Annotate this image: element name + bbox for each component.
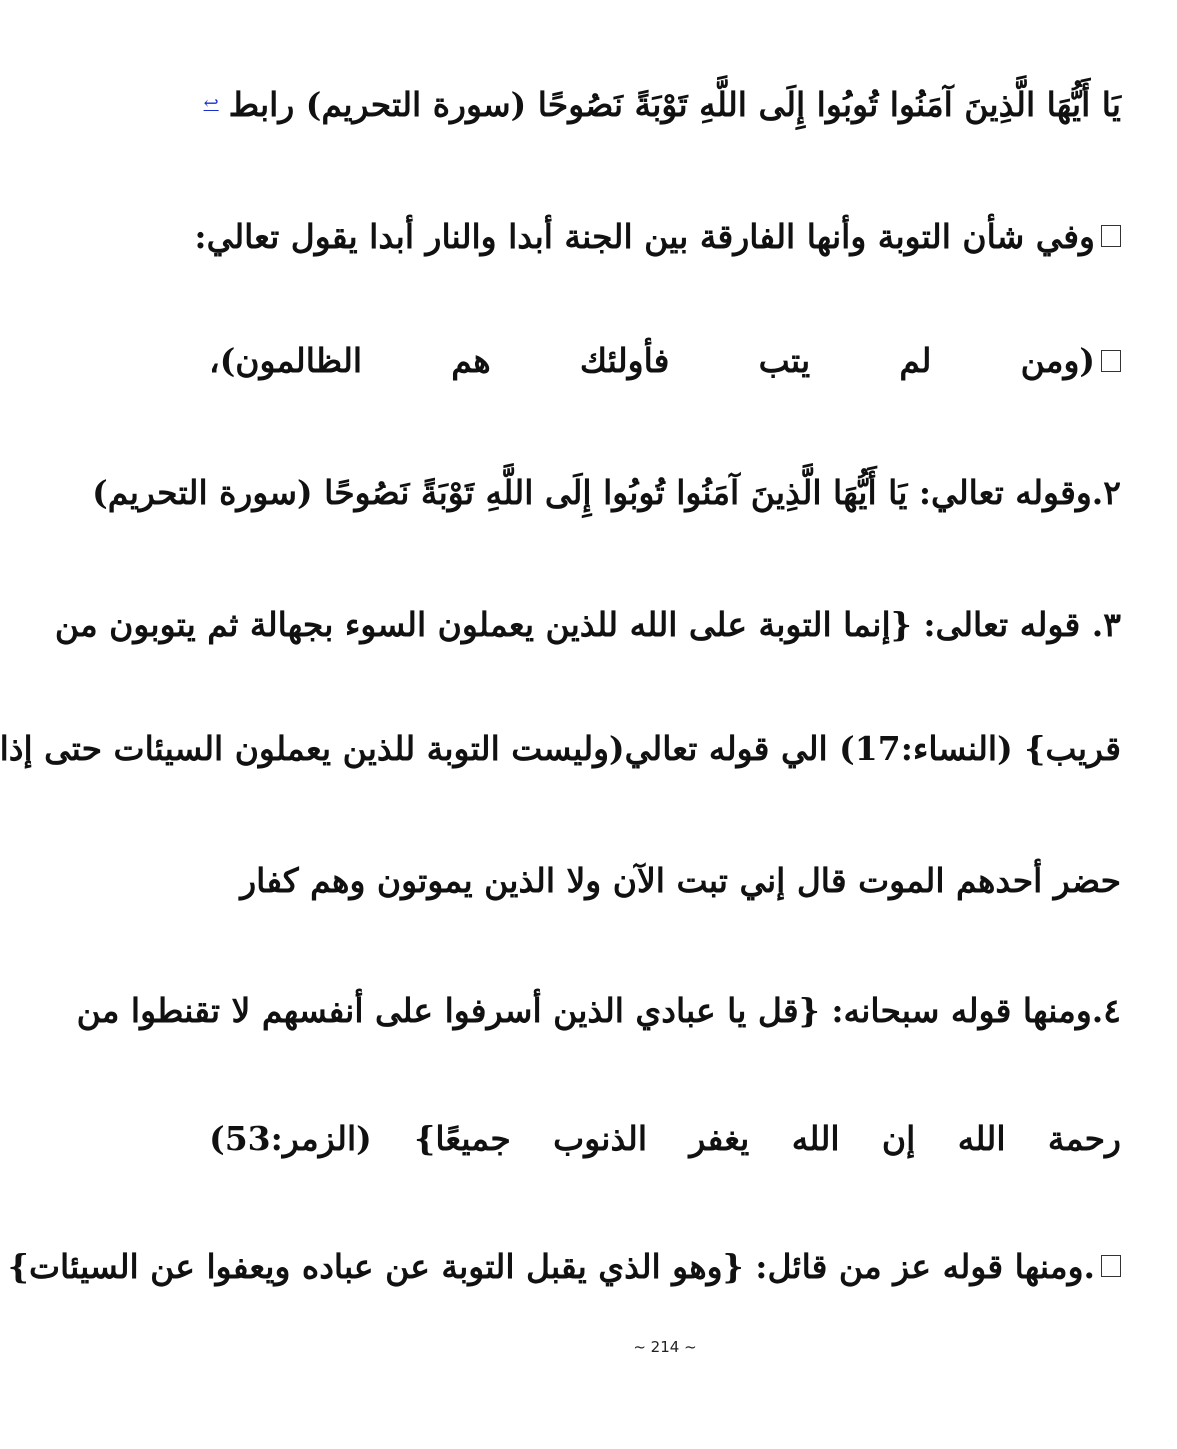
line-8 xyxy=(76,980,1121,1040)
line-3 xyxy=(209,330,1121,390)
paragraph-text: حضر أحدهم الموت قال إني تبت الآن ولا الذين يموتون وهم كفار xyxy=(240,860,1121,900)
verse-word: الله xyxy=(791,1118,840,1158)
verse-reference: (الزمر:53) xyxy=(209,1118,372,1158)
verse-word: الذنوب xyxy=(553,1118,647,1158)
verse-word: (ومن xyxy=(1021,344,1121,377)
numbered-item-3: ٣. قوله تعالى: {إنما التوبة على الله للذين يعملون السوء بجهالة ثم يتوبون من xyxy=(54,604,1121,644)
paragraph-text: وفي شأن التوبة وأنها الفارقة بين الجنة أبدا والنار أبدا يقول تعالي: xyxy=(194,216,1095,256)
missing-glyph-box xyxy=(1101,350,1121,372)
missing-glyph-box xyxy=(1101,225,1121,247)
paragraph-text: .ومنها قوله عز من قائل: {وهو الذي يقبل التوبة عن عباده ويعفوا عن السيئات} xyxy=(7,1246,1095,1286)
line-10 xyxy=(7,1236,1121,1296)
verse-word: فأولئك xyxy=(579,340,670,380)
line-1 xyxy=(203,74,1121,134)
line-5 xyxy=(54,594,1121,654)
line-4 xyxy=(92,462,1121,522)
verse-word: هم xyxy=(451,340,491,380)
numbered-item-4: ٤.ومنها قوله سبحانه: {قل يا عبادي الذين أسرفوا على أنفسهم لا تقنطوا من xyxy=(76,990,1121,1030)
quran-verse-text: يَا أَيُّهَا الَّذِينَ آمَنُوا تُوبُوا إِلَى اللَّهِ تَوْبَةً نَصُوحًا (سورة التحريم) رابط xyxy=(228,84,1121,124)
paragraph-text: قريب} (النساء:17) الي قوله تعالي(وليست التوبة للذين يعملون السيئات حتى إذا xyxy=(0,728,1121,768)
verse-word: لم xyxy=(899,340,932,380)
verse-word: الظالمون)، xyxy=(209,340,363,380)
back-link-icon[interactable]: ↩ xyxy=(203,93,219,114)
missing-glyph-box xyxy=(1101,1255,1121,1277)
numbered-item-2: ٢.وقوله تعالي: يَا أَيُّهَا الَّذِينَ آمَنُوا تُوبُوا إِلَى اللَّهِ تَوْبَةً نَصُوحًا (سورة التحريم) xyxy=(92,472,1121,512)
line-9 xyxy=(209,1108,1121,1168)
verse-word: يتب xyxy=(758,340,811,380)
verse-word: إن xyxy=(881,1118,916,1158)
verse-word: الله xyxy=(957,1118,1006,1158)
verse-word: يغفر xyxy=(689,1118,750,1158)
page-number: ~ 214 ~ xyxy=(633,1338,697,1356)
line-2 xyxy=(194,206,1121,266)
line-7 xyxy=(209,850,1121,910)
verse-word: جميعًا} xyxy=(414,1118,511,1158)
verse-word: رحمة xyxy=(1047,1118,1121,1158)
line-6 xyxy=(0,718,1121,778)
